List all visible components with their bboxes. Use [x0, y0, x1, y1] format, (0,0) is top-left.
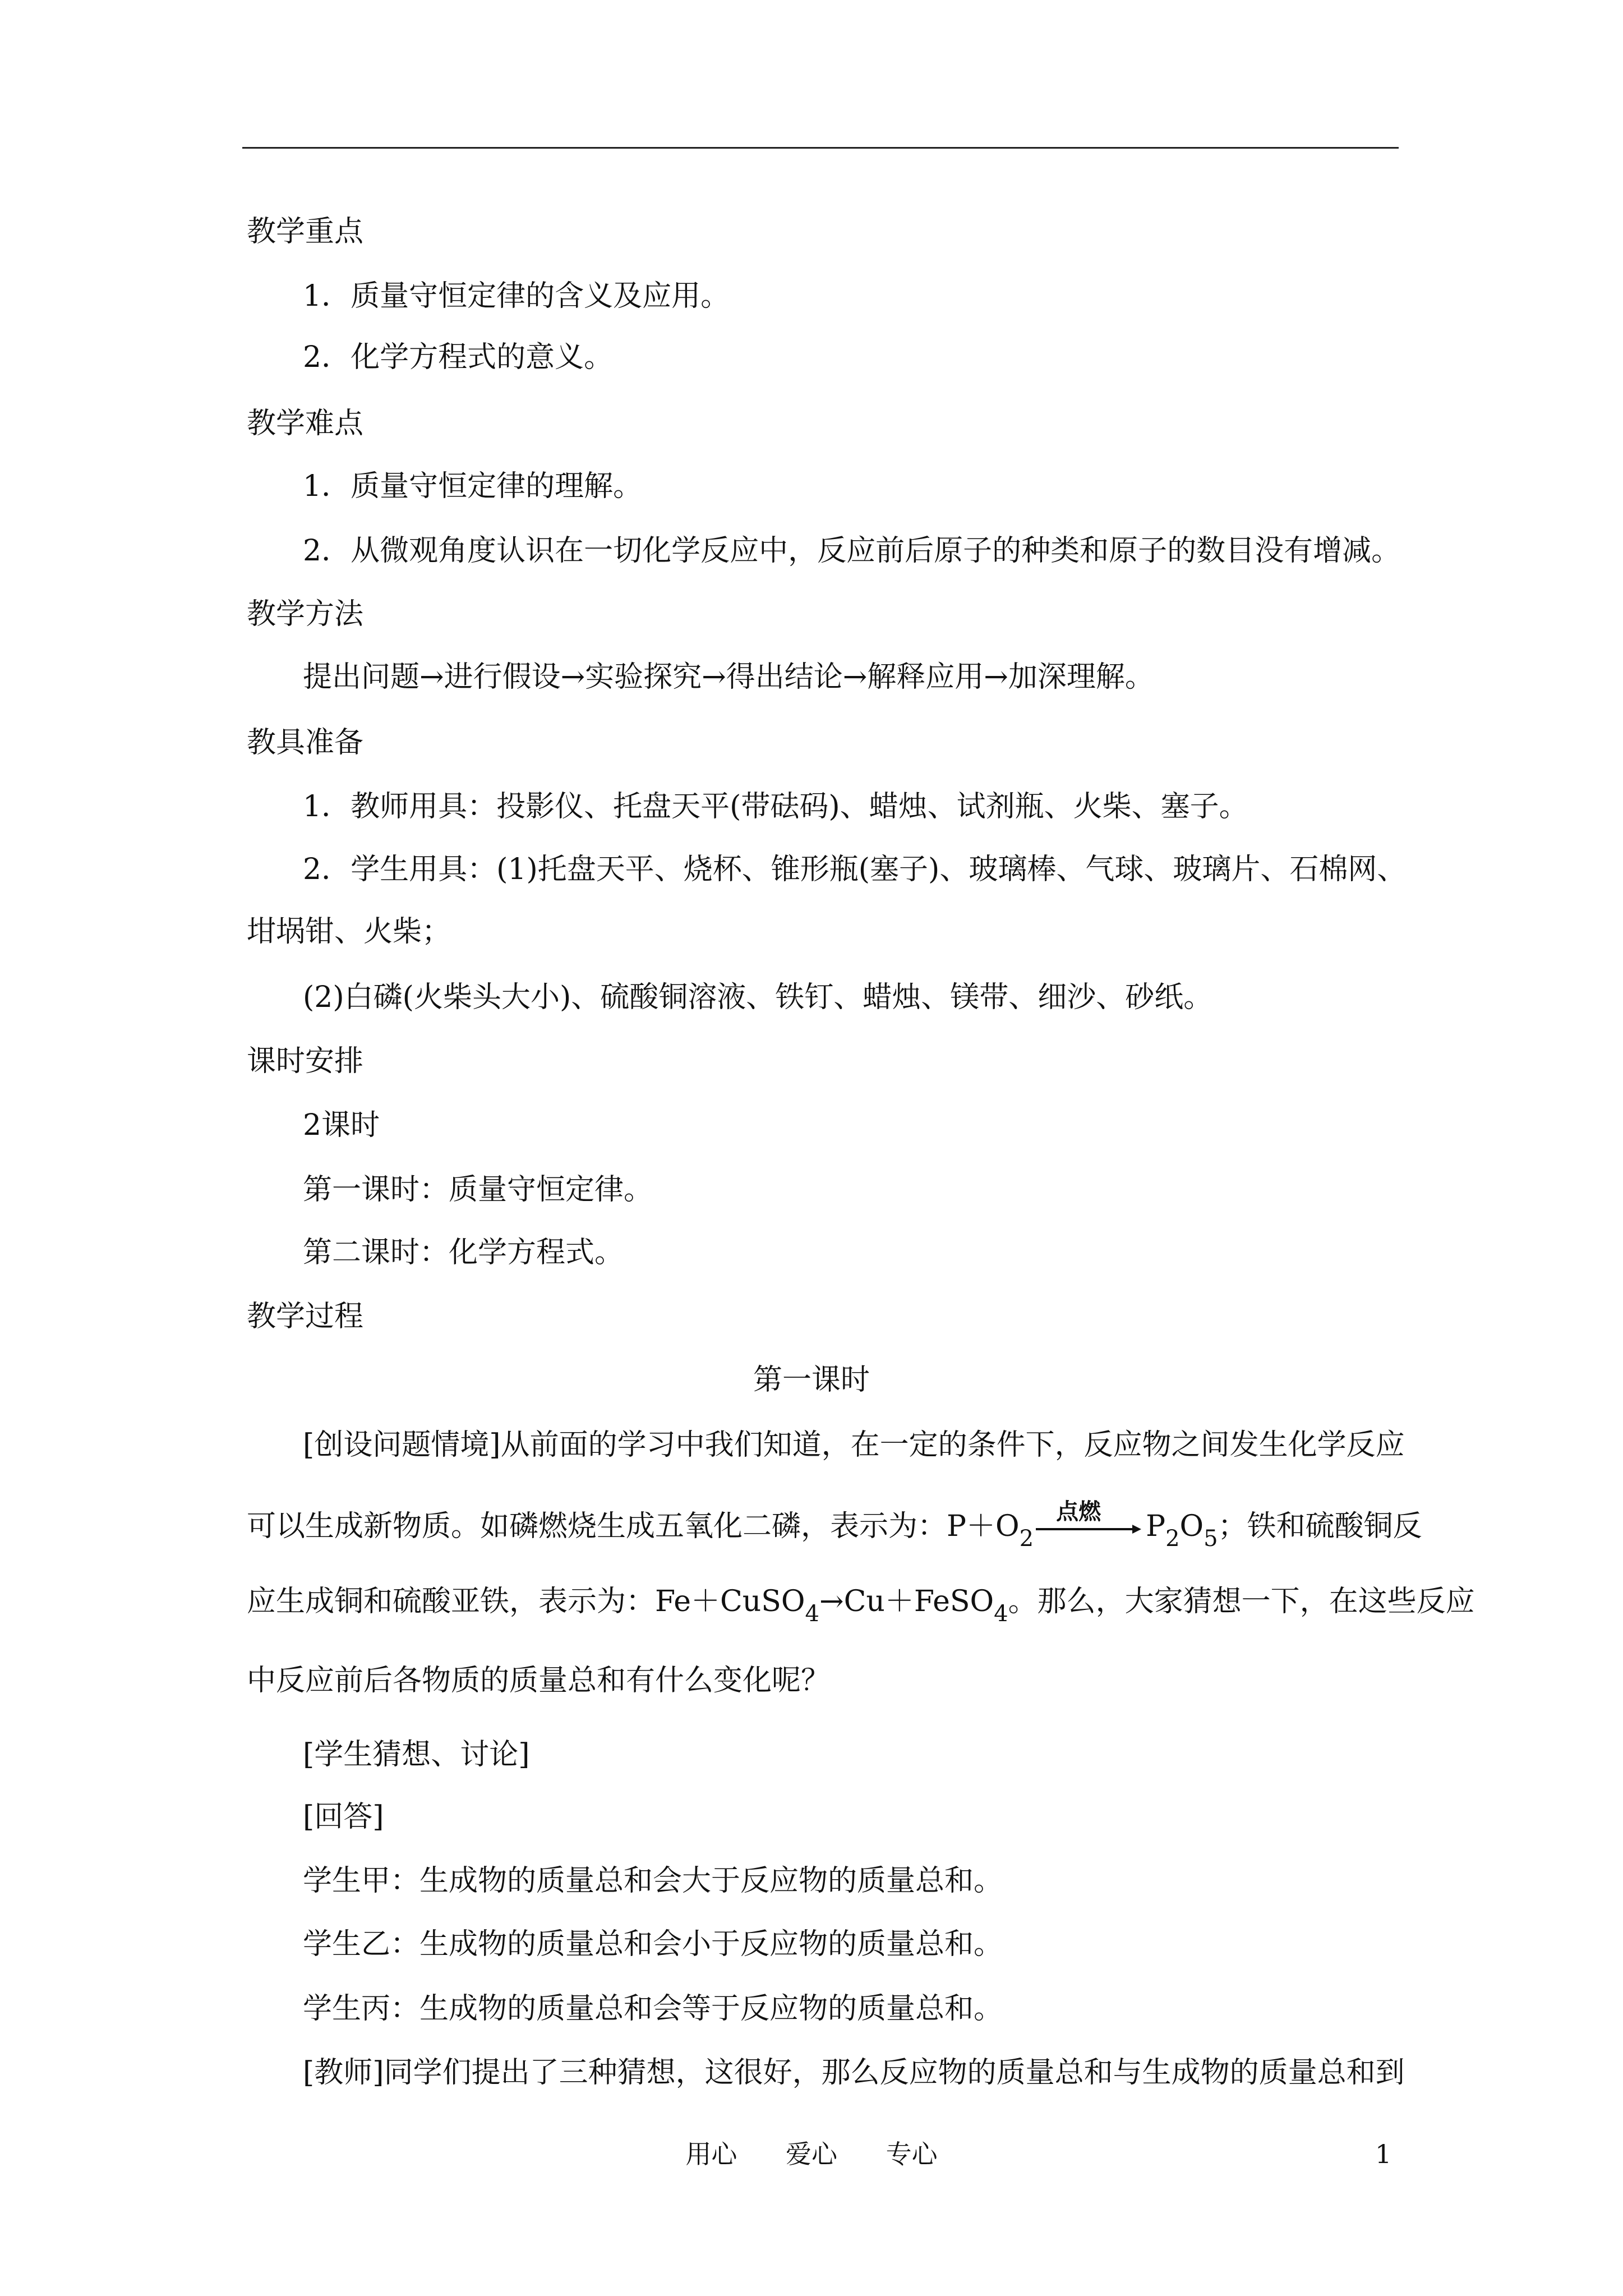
subscript: 2 [1019, 1526, 1034, 1552]
student-c-answer: 学生丙：生成物的质量总和会等于反应物的质量总和。 [303, 1992, 1003, 2026]
reaction-arrow [1034, 1499, 1146, 1546]
section-title-difficulty: 教学难点 [247, 407, 364, 440]
section-title-method: 教学方法 [247, 597, 364, 631]
focus-item-2: 2．化学方程式的意义。 [303, 341, 614, 374]
schedule-lesson-1: 第一课时：质量守恒定律。 [303, 1173, 653, 1207]
footer-word-1: 用心 [685, 2139, 737, 2169]
reaction-condition: 点燃 [1056, 1499, 1101, 1525]
tools-item-1: 1．教师用具：投影仪、托盘天平(带砝码)、蜡烛、试剂瓶、火柴、塞子。 [303, 790, 1248, 823]
difficulty-item-1: 1．质量守恒定律的理解。 [303, 470, 643, 503]
focus-item-1: 1．质量守恒定律的含义及应用。 [303, 279, 730, 313]
formula-p: P [1146, 1510, 1166, 1543]
section-title-focus: 教学重点 [247, 215, 364, 249]
scenario-text: 。那么，大家猜想一下，在这些反应 [1008, 1585, 1475, 1618]
scenario-paragraph-line-4: 中反应前后各物质的质量总和有什么变化呢？ [247, 1664, 831, 1697]
discussion-label: [学生猜想、讨论] [303, 1738, 530, 1772]
subscript: 4 [994, 1601, 1008, 1627]
difficulty-item-2: 2．从微观角度认识在一切化学反应中，反应前后原子的种类和原子的数目没有增减。 [303, 534, 1401, 568]
subscript: 5 [1204, 1526, 1218, 1552]
arrow-icon [1036, 1524, 1142, 1535]
lesson-title: 第一课时 [753, 1363, 870, 1397]
tools-item-2: 2．学生用具：(1)托盘天平、烧杯、锥形瓶(塞子)、玻璃棒、气球、玻璃片、石棉网、 [303, 853, 1407, 886]
footer-word-3: 专心 [886, 2139, 938, 2169]
schedule-count: 2课时 [303, 1108, 380, 1142]
teacher-text: [教师]同学们提出了三种猜想，这很好，那么反应物的质量总和与生成物的质量总和到 [303, 2056, 1405, 2090]
student-b-answer: 学生乙：生成物的质量总和会小于反应物的质量总和。 [303, 1927, 1003, 1961]
answer-label: [回答] [303, 1800, 384, 1834]
scenario-text: 应生成铜和硫酸亚铁，表示为：Fe＋CuSO [247, 1585, 805, 1618]
formula-o: O [1179, 1510, 1204, 1543]
header-rule [242, 147, 1399, 149]
method-text: 提出问题→进行假设→实验探究→得出结论→解释应用→加深理解。 [303, 660, 1154, 694]
tools-item-2-part-2: (2)白磷(火柴头大小)、硫酸铜溶液、铁钉、蜡烛、镁带、细沙、砂纸。 [303, 981, 1213, 1014]
scenario-text: →Cu＋FeSO [819, 1585, 994, 1618]
page-number: 1 [1375, 2139, 1392, 2169]
schedule-lesson-2: 第二课时：化学方程式。 [303, 1236, 624, 1269]
scenario-paragraph-line-1: [创设问题情境]从前面的学习中我们知道，在一定的条件下，反应物之间发生化学反应 [303, 1428, 1405, 1462]
subscript: 2 [1165, 1526, 1180, 1552]
section-title-process: 教学过程 [247, 1300, 364, 1333]
scenario-text: ；铁和硫酸铜反 [1218, 1510, 1422, 1543]
scenario-paragraph-line-3 [247, 1582, 1475, 1627]
tools-item-2-continued: 坩埚钳、火柴； [247, 915, 451, 949]
scenario-text: 可以生成新物质。如磷燃烧生成五氧化二磷，表示为：P＋O [247, 1510, 1020, 1543]
section-title-schedule: 课时安排 [247, 1045, 364, 1078]
student-a-answer: 学生甲：生成物的质量总和会大于反应物的质量总和。 [303, 1864, 1003, 1898]
scenario-paragraph-line-2 [247, 1499, 1422, 1552]
section-title-tools: 教具准备 [247, 726, 364, 760]
subscript: 4 [805, 1601, 819, 1627]
footer-word-2: 爱心 [786, 2139, 837, 2169]
